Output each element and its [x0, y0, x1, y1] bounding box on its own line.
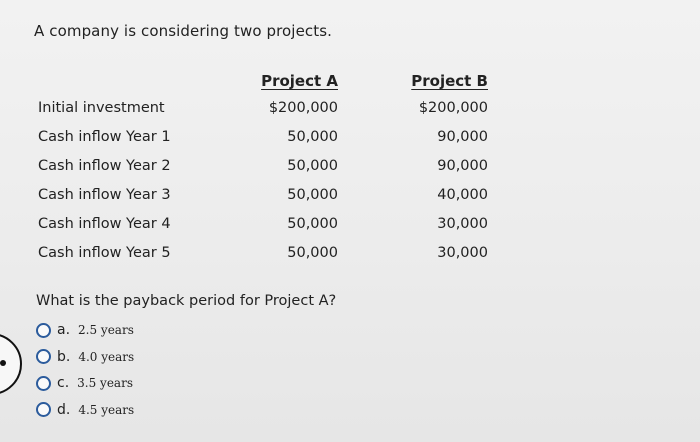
project-b-initial-investment: $200,000	[418, 100, 488, 116]
option-d-text: 4.5 years	[78, 402, 135, 417]
project-a-header: Project A	[261, 72, 338, 90]
intro-text: A company is considering two projects.	[34, 22, 333, 40]
radio-option-c[interactable]	[36, 376, 51, 391]
row-label-year-4: Cash inflow Year 4	[38, 216, 171, 232]
option-a-letter: a.	[57, 322, 71, 339]
option-a-text: 2.5 years	[78, 323, 134, 338]
project-b-header: Project B	[411, 72, 488, 90]
radio-option-b[interactable]	[36, 349, 51, 364]
option-b-text: 4.0 years	[78, 349, 135, 364]
row-label-year-3: Cash inflow Year 3	[38, 187, 171, 203]
option-a[interactable]	[36, 317, 134, 344]
side-handle-icon[interactable]	[0, 333, 22, 395]
option-b[interactable]	[36, 344, 134, 371]
project-a-year-4: 50,000	[287, 216, 338, 232]
row-label-year-5: Cash inflow Year 5	[38, 245, 171, 261]
project-a-year-2: 50,000	[287, 158, 338, 174]
project-a-year-1: 50,000	[287, 129, 338, 145]
row-label-year-2: Cash inflow Year 2	[38, 158, 171, 174]
option-c[interactable]	[36, 370, 134, 397]
row-label-initial-investment: Initial investment	[38, 100, 165, 116]
option-d[interactable]	[36, 397, 134, 424]
project-a-year-5: 50,000	[287, 245, 338, 261]
option-c-text: 3.5 years	[77, 376, 133, 391]
project-b-year-4: 30,000	[437, 216, 488, 232]
radio-option-d[interactable]	[36, 402, 51, 417]
side-handle-dot	[0, 360, 6, 366]
project-b-year-5: 30,000	[437, 245, 488, 261]
question-text: What is the payback period for Project A?	[36, 293, 337, 309]
project-a-year-3: 50,000	[287, 187, 338, 203]
answer-options	[36, 317, 134, 423]
option-b-letter: b.	[57, 348, 71, 365]
project-b-year-3: 40,000	[437, 187, 488, 203]
radio-option-a[interactable]	[36, 323, 51, 338]
project-a-initial-investment: $200,000	[268, 100, 338, 116]
row-label-year-1: Cash inflow Year 1	[38, 129, 171, 145]
project-b-year-2: 90,000	[437, 158, 488, 174]
option-d-letter: d.	[57, 401, 71, 418]
option-c-letter: c.	[57, 375, 70, 392]
project-b-year-1: 90,000	[437, 129, 488, 145]
